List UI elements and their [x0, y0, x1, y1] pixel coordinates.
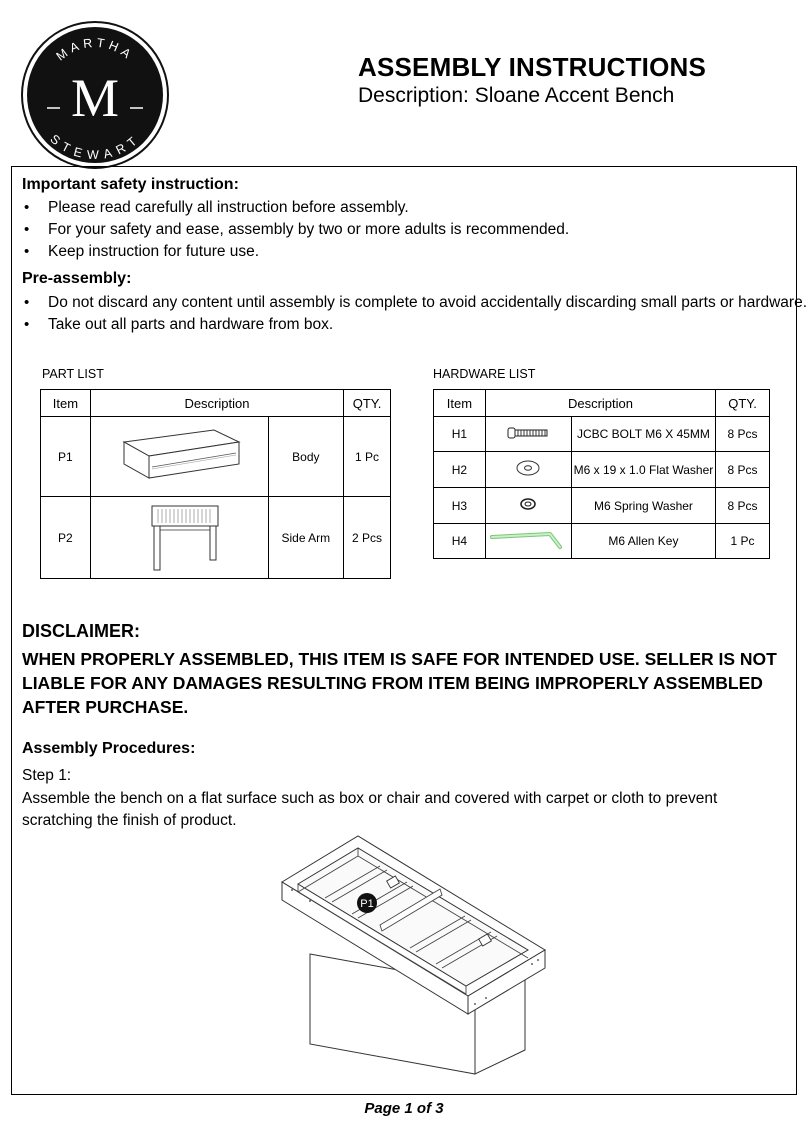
pre-assembly-item: • Take out all parts and hardware from box. — [22, 314, 807, 336]
hardware-name: M6 Spring Washer — [571, 488, 715, 524]
disclaimer-heading: DISCLAIMER: — [22, 621, 140, 641]
document-title: ASSEMBLY INSTRUCTIONS — [358, 52, 707, 82]
logo-ring-top: MARTHA — [53, 35, 137, 64]
hardware-item-id: H3 — [434, 488, 486, 524]
safety-heading: Important safety instruction: — [22, 176, 239, 193]
table-row — [434, 488, 770, 524]
bench-upside-down-figure — [270, 832, 560, 1082]
table-row — [41, 497, 391, 579]
part-item-id: P2 — [41, 497, 91, 579]
logo-ring-bottom: STEWART — [47, 131, 143, 162]
hardware-name: M6 Allen Key — [571, 524, 715, 559]
document-subtitle: Description: Sloane Accent Bench — [358, 84, 675, 107]
allen-key-icon — [488, 527, 568, 553]
hardware-name: M6 x 19 x 1.0 Flat Washer — [571, 452, 715, 488]
hardware-qty: 1 Pc — [716, 524, 770, 559]
disclaimer-text: WHEN PROPERLY ASSEMBLED, THIS ITEM IS SAFE FOR INTENDED USE. SELLER IS NOT LIABLE FOR ANY DAMAGES RESULTING FROM ITEM BEING IMPROPERLY ASSEMBLED AFTER PURCHASE. — [22, 649, 777, 717]
hardware-list-header-qty: QTY. — [716, 390, 770, 417]
part-qty: 2 Pcs — [344, 497, 391, 579]
logo-monogram: M — [70, 68, 120, 128]
hardware-qty: 8 Pcs — [716, 417, 770, 452]
table-row — [434, 524, 770, 559]
table-row — [434, 452, 770, 488]
hardware-list-header-row — [434, 390, 770, 417]
spring-washer-icon — [516, 495, 540, 513]
pre-assembly-heading: Pre-assembly: — [22, 270, 132, 287]
hardware-list-caption: HARDWARE LIST — [433, 367, 536, 381]
side-arm-part-image — [104, 500, 254, 572]
safety-item: • For your safety and ease, assembly by two or more adults is recommended. — [22, 219, 569, 241]
page-number: Page 1 of 3 — [364, 1100, 444, 1117]
part-list-caption: PART LIST — [42, 367, 104, 381]
bench-body-part-image — [104, 420, 254, 490]
procedures-heading: Assembly Procedures: — [22, 740, 196, 757]
part-list-header-row — [41, 390, 391, 417]
safety-item: • Please read carefully all instruction before assembly. — [22, 197, 569, 219]
part-list-header-description: Description — [90, 390, 343, 417]
part-item-id: P1 — [41, 417, 91, 497]
hardware-item-id: H4 — [434, 524, 486, 559]
p1-callout-label: P1 — [360, 898, 374, 910]
table-row — [434, 417, 770, 452]
hardware-qty: 8 Pcs — [716, 452, 770, 488]
martha-stewart-logo — [20, 20, 170, 170]
hardware-qty: 8 Pcs — [716, 488, 770, 524]
hardware-item-id: H2 — [434, 452, 486, 488]
hardware-list-table — [433, 389, 770, 559]
hardware-list-header-item: Item — [434, 390, 486, 417]
hardware-list-header-description: Description — [485, 390, 715, 417]
pre-assembly-item: • Do not discard any content until assembly is complete to avoid accidentally discarding small parts or hardware. — [22, 292, 807, 314]
flat-washer-icon — [513, 458, 543, 478]
part-list-header-qty: QTY. — [344, 390, 391, 417]
part-list-header-item: Item — [41, 390, 91, 417]
hardware-name: JCBC BOLT M6 X 45MM — [571, 417, 715, 452]
part-image-cell — [90, 417, 268, 497]
safety-list — [22, 197, 569, 263]
part-list-table — [40, 389, 391, 579]
part-image-cell — [90, 497, 268, 579]
part-qty: 1 Pc — [344, 417, 391, 497]
safety-item: • Keep instruction for future use. — [22, 241, 569, 263]
hardware-item-id: H1 — [434, 417, 486, 452]
table-row — [41, 417, 391, 497]
part-name: Side Arm — [268, 497, 344, 579]
step-label: Step 1: — [22, 767, 72, 784]
step-text: Assemble the bench on a flat surface such as box or chair and covered with carpet or cloth to prevent scratching the finish of product. — [22, 790, 718, 829]
pre-assembly-list — [22, 292, 807, 336]
part-name: Body — [268, 417, 344, 497]
bolt-icon — [503, 425, 553, 441]
